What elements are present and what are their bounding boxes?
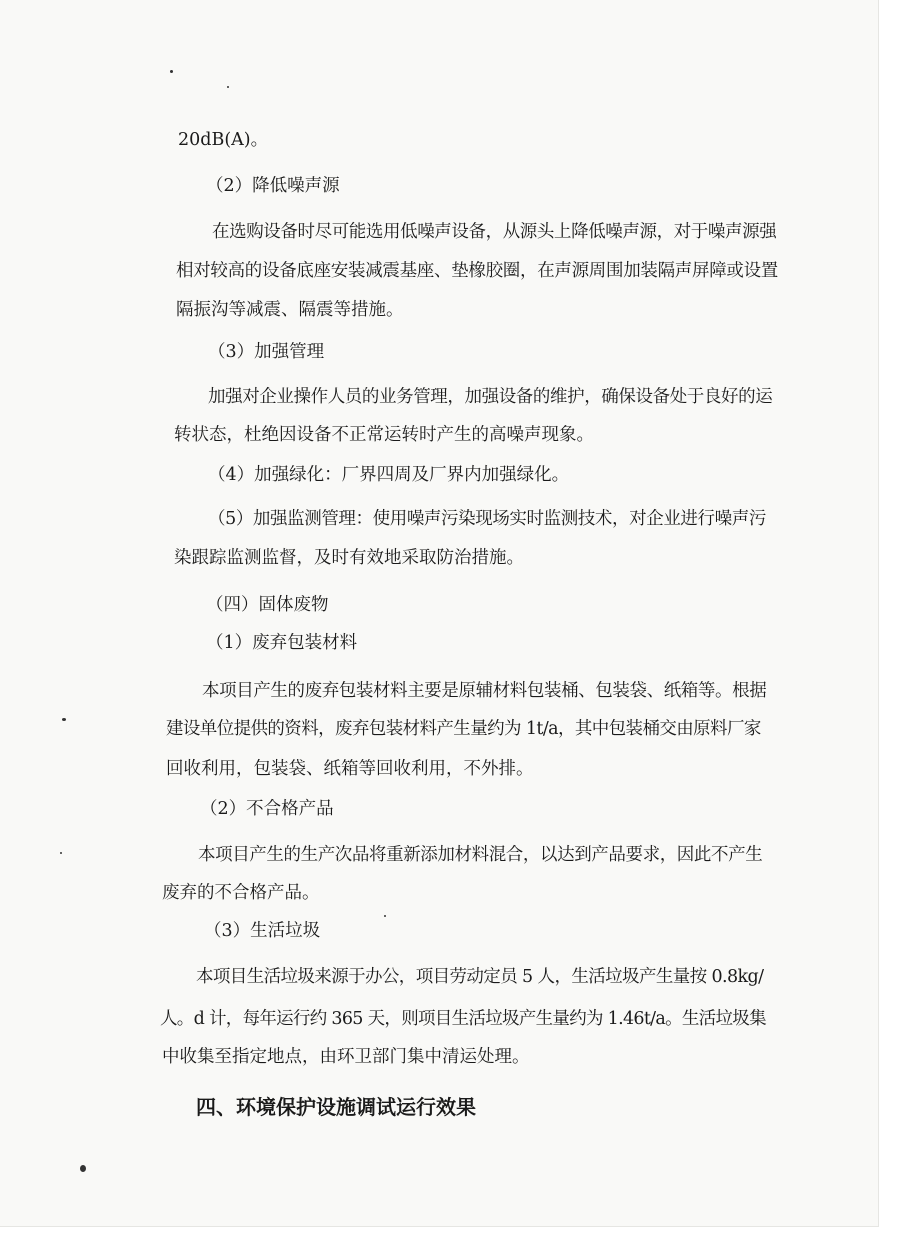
text-line: 人。d 计，每年运行约 365 天，则项目生活垃圾产生量约为 1.46t/a。生活垃圾集 xyxy=(160,1009,766,1029)
subheading-line: （3）加强管理 xyxy=(208,342,325,362)
subheading-line: （2）降低噪声源 xyxy=(206,176,340,196)
subheading-line: （1）废弃包装材料 xyxy=(206,633,358,653)
text-line: 回收利用，包装袋、纸箱等回收利用，不外排。 xyxy=(166,759,534,779)
text-line: 相对较高的设备底座安装减震基座、垫橡胶圈，在声源周围加装隔声屏障或设置 xyxy=(176,261,778,281)
subheading-line: （2）不合格产品 xyxy=(200,799,334,819)
scan-speck xyxy=(170,70,173,73)
text-line: 加强对企业操作人员的业务管理，加强设备的维护，确保设备处于良好的运 xyxy=(208,387,773,407)
scan-speck xyxy=(384,915,386,917)
text-line: 转状态，杜绝因设备不正常运转时产生的高噪声现象。 xyxy=(174,425,594,445)
text-line: 本项目产生的废弃包装材料主要是原辅材料包装桶、包装袋、纸箱等。根据 xyxy=(202,681,767,701)
section-heading: 四、环境保护设施调试运行效果 xyxy=(196,1095,476,1119)
text-line: 20dB(A)。 xyxy=(178,130,269,150)
text-line: 本项目产生的生产次品将重新添加材料混合，以达到产品要求，因此不产生 xyxy=(198,845,763,865)
text-line: 废弃的不合格产品。 xyxy=(162,883,320,903)
scan-speck xyxy=(227,86,229,88)
subheading-line: （四）固体废物 xyxy=(206,595,329,615)
text-line: 建设单位提供的资料，废弃包装材料产生量约为 1t/a，其中包装桶交由原料厂家 xyxy=(166,719,761,739)
text-line: 本项目生活垃圾来源于办公，项目劳动定员 5 人，生活垃圾产生量按 0.8kg/ xyxy=(196,967,764,987)
text-line: 染跟踪监测监督，及时有效地采取防治措施。 xyxy=(174,548,524,568)
text-line: 中收集至指定地点，由环卫部门集中清运处理。 xyxy=(162,1047,530,1067)
scan-speck xyxy=(60,852,62,854)
subheading-line: （3）生活垃圾 xyxy=(204,921,321,941)
text-line: 在选购设备时尽可能选用低噪声设备，从源头上降低噪声源，对于噪声源强 xyxy=(212,222,777,242)
text-line: （4）加强绿化：厂界四周及厂界内加强绿化。 xyxy=(208,465,570,485)
text-line: （5）加强监测管理：使用噪声污染现场实时监测技术，对企业进行噪声污 xyxy=(208,509,766,529)
scan-speck xyxy=(80,1165,86,1172)
scan-speck xyxy=(62,718,66,721)
text-line: 隔振沟等减震、隔震等措施。 xyxy=(176,300,404,320)
